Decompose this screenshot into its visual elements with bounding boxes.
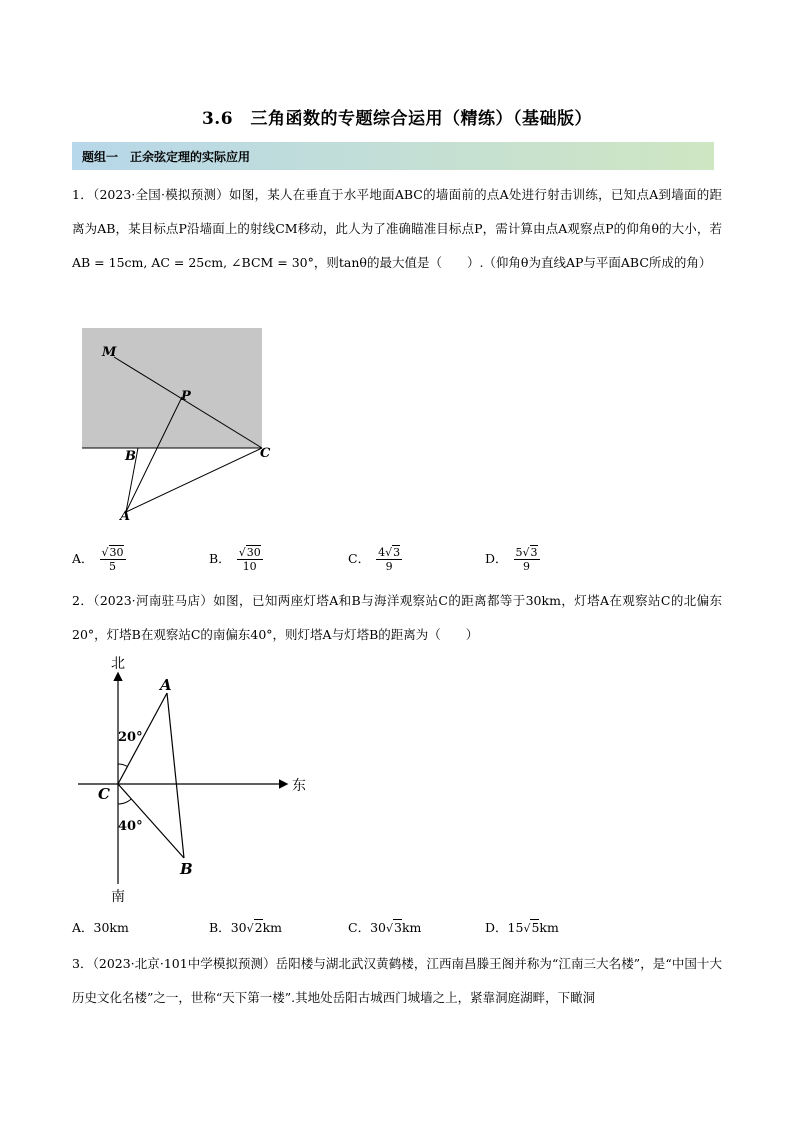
coefficient: 30 [370,920,386,935]
option-c[interactable] [348,546,402,573]
radicand: 3 [530,546,538,559]
option-b[interactable]: B．30√2km [209,920,282,935]
section-header [72,142,714,170]
denominator: 5 [109,560,117,573]
north-label: 北 [111,656,125,672]
label-b: B [180,860,193,878]
option-letter: A． [72,920,94,935]
denominator: 10 [242,560,257,573]
label-p: P [181,389,191,404]
question-2-text: 2．（2023·河南驻马店）如图，已知两座灯塔A和B与海洋观察站C的距离都等于30km，灯塔A在观察站C的北偏东20°，灯塔B在观察站C的南偏东40°，则灯塔A与灯塔B的距离为（ ） [72,593,722,642]
angle-20-label: 20° [118,730,143,745]
coefficient: 5 [515,546,523,559]
radicand: 3 [393,546,401,559]
option-d[interactable] [485,546,540,573]
section-label: 题组一 正余弦定理的实际应用 [82,150,251,164]
unit: km [262,920,282,935]
coefficient: 4 [378,546,386,559]
option-c[interactable]: C．30√3km [348,920,422,935]
fraction: $\frac{√30}{5}$ [101,546,124,573]
label-c: C [98,785,110,803]
option-value: 30km [93,920,129,935]
option-letter: C． [348,920,371,935]
label-a: A [160,676,172,694]
question-2-options [72,918,722,938]
radicand: 5 [531,920,540,935]
radicand: 30 [109,546,124,559]
segment-ab [167,693,184,858]
unit: km [401,920,422,935]
denominator: 9 [385,560,393,573]
option-a[interactable] [72,918,129,936]
angle-20-arc [118,764,128,767]
fraction: $\frac{5√3}{9}$ [515,546,538,573]
fraction: $\frac{√30}{10}$ [238,546,261,573]
label-m: M [102,345,117,360]
option-letter: B． [209,551,231,566]
unit: km [539,920,559,935]
option-letter: A． [72,551,94,566]
segment-ac [126,448,262,512]
option-d[interactable]: D．15√5km [485,920,559,935]
option-letter: C． [348,551,371,566]
denominator: 9 [523,560,531,573]
label-c: C [260,446,271,461]
angle-40-label: 40° [118,819,143,834]
option-letter: D． [485,551,508,566]
radicand: 3 [394,920,402,935]
question-1-figure [78,322,278,527]
question-2-figure [72,652,322,907]
coefficient: 15 [507,920,524,935]
question-1-text: 1．（2023·全国·模拟预测）如图，某人在垂直于水平地面ABC的墙面前的点A处进行射击训练，已知点A到墙面的距离为AB，某目标点P沿墙面上的射线CM移动，此人为了准确瞄准目标点P，需计算由点A观察点P的仰角θ的大小，若AB = 15cm, AC = 25cm, ∠BCM = 30°，则tanθ的最大值是（ ）.（仰角θ为直线AP与平面ABC所成的角） [72,187,722,270]
radicand: 30 [246,546,261,559]
fraction: $\frac{4√3}{9}$ [378,546,401,573]
east-label: 东 [292,778,306,794]
coefficient: 30 [230,920,247,935]
angle-40-arc [118,799,131,804]
option-letter: B． [209,920,231,935]
label-a: A [120,509,131,524]
radicand: 2 [254,920,263,935]
option-b[interactable] [209,546,263,573]
page-title: 3.6 三角函数的专题综合运用（精练）（基础版） [201,109,593,129]
label-b: B [125,449,136,464]
question-3-text: 3．（2023·北京·101中学模拟预测）岳阳楼与湖北武汉黄鹤楼，江西南昌滕王阁并称为“江南三大名楼”，是“中国十大历史文化名楼”之一，世称“天下第一楼”.其地处岳阳古城西门城墙之上，紧靠洞庭湖畔，下瞰洞 [72,956,722,1005]
option-a[interactable] [72,546,126,573]
question-1-options [72,546,722,582]
option-letter: D． [485,920,508,935]
south-label: 南 [111,889,125,905]
